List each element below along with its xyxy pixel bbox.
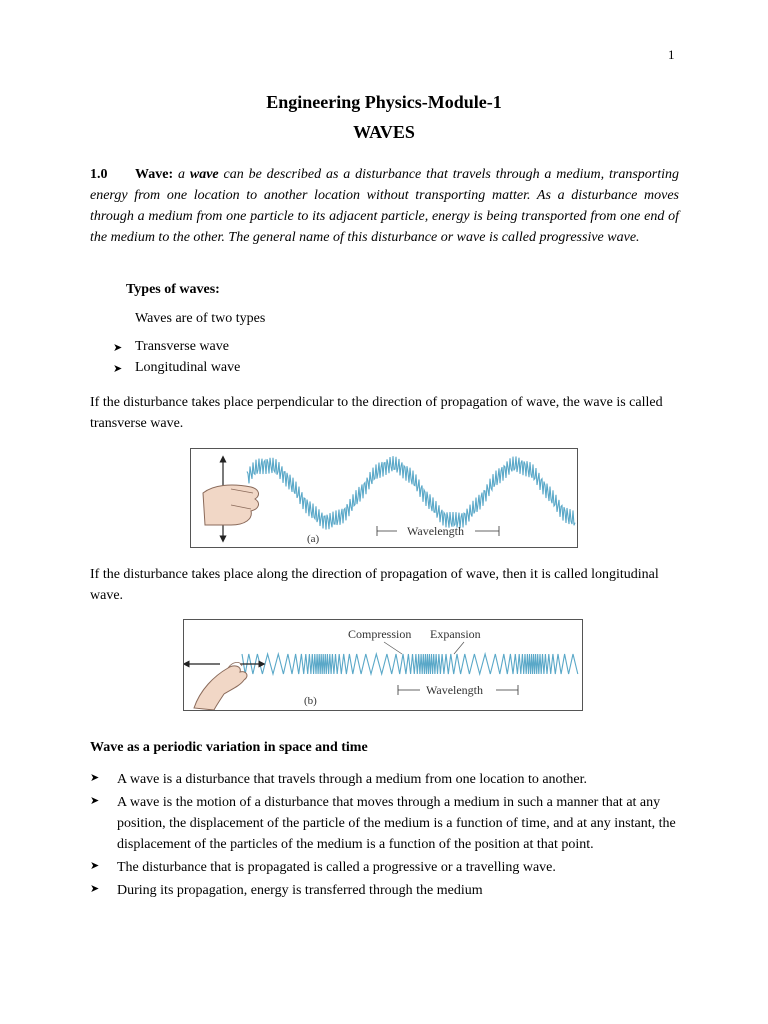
arrow-bullet-icon: ➤ [113, 363, 123, 375]
hand-icon [203, 485, 258, 525]
arrow-bullet-icon: ➤ [90, 860, 100, 872]
expansion-pointer [454, 642, 464, 654]
transverse-spring [247, 456, 575, 529]
figure-caption: (b) [304, 695, 317, 707]
list-item [113, 360, 240, 378]
arrow-bullet-icon: ➤ [90, 795, 100, 807]
hand-icon [194, 662, 247, 710]
list-item-text: A wave is a disturbance that travels through a medium from one location to another. [117, 772, 588, 787]
section-list [90, 769, 690, 903]
list-item-text: A wave is the motion of a disturbance that moves through a medium in such a manner that at any position, the displacement of the particle of the medium is a function of time, and at any instant, the displacement of the particles of the medium is a function of the position at that point. [117, 795, 676, 852]
list-item-text: During its propagation, energy is transferred through the medium [117, 883, 483, 898]
longitudinal-paragraph: If the disturbance takes place along the direction of propagation of wave, then it is called longitudinal wave. [90, 567, 659, 603]
intro-paragraph [90, 164, 679, 248]
figure-caption: (a) [307, 533, 320, 545]
types-heading: Types of waves: [126, 282, 220, 297]
wavelength-label: Wavelength [407, 524, 465, 538]
list-item [90, 880, 690, 901]
section-number: 1.0 [90, 167, 108, 182]
longitudinal-spring [242, 654, 578, 674]
list-item [90, 769, 690, 790]
intro-text-b: can be described as a disturbance that travels through a medium, transporting energy from one location to another location without transporting matter. As a disturbance moves through a medium from one particle to its adjacent particle, energy is being transported from one end of the medium to the other. The general name of this disturbance or wave is called progressive wave. [90, 167, 680, 245]
arrow-bullet-icon: ➤ [90, 772, 100, 784]
types-intro: Waves are of two types [135, 311, 266, 326]
arrow-bullet-icon: ➤ [113, 342, 123, 354]
wavelength-label: Wavelength [426, 683, 484, 697]
list-item-text: The disturbance that is propagated is called a progressive or a travelling wave. [117, 860, 556, 875]
transverse-paragraph: If the disturbance takes place perpendicular to the direction of propagation of wave, the wave is called transverse wave. [90, 395, 663, 431]
longitudinal-wave-figure [183, 619, 583, 711]
wave-label: Wave: [135, 167, 174, 182]
list-item-label: Longitudinal wave [135, 360, 241, 375]
list-item-label: Transverse wave [135, 339, 229, 354]
page-number: 1 [668, 47, 675, 62]
longitudinal-wave-illustration [184, 620, 582, 710]
list-item [90, 792, 690, 855]
arrow-bullet-icon: ➤ [90, 883, 100, 895]
transverse-wave-figure [190, 448, 578, 548]
intro-text-a: a [177, 167, 185, 182]
section-heading: Wave as a periodic variation in space and time [90, 740, 368, 755]
list-item [90, 857, 690, 878]
expansion-label: Expansion [430, 627, 481, 641]
document-subtitle: WAVES [353, 122, 415, 142]
compression-pointer [384, 642, 402, 654]
transverse-wave-illustration [191, 449, 577, 547]
wave-term: wave [189, 167, 219, 182]
list-item [113, 339, 229, 357]
document-title: Engineering Physics-Module-1 [266, 92, 502, 112]
compression-label: Compression [348, 627, 412, 641]
